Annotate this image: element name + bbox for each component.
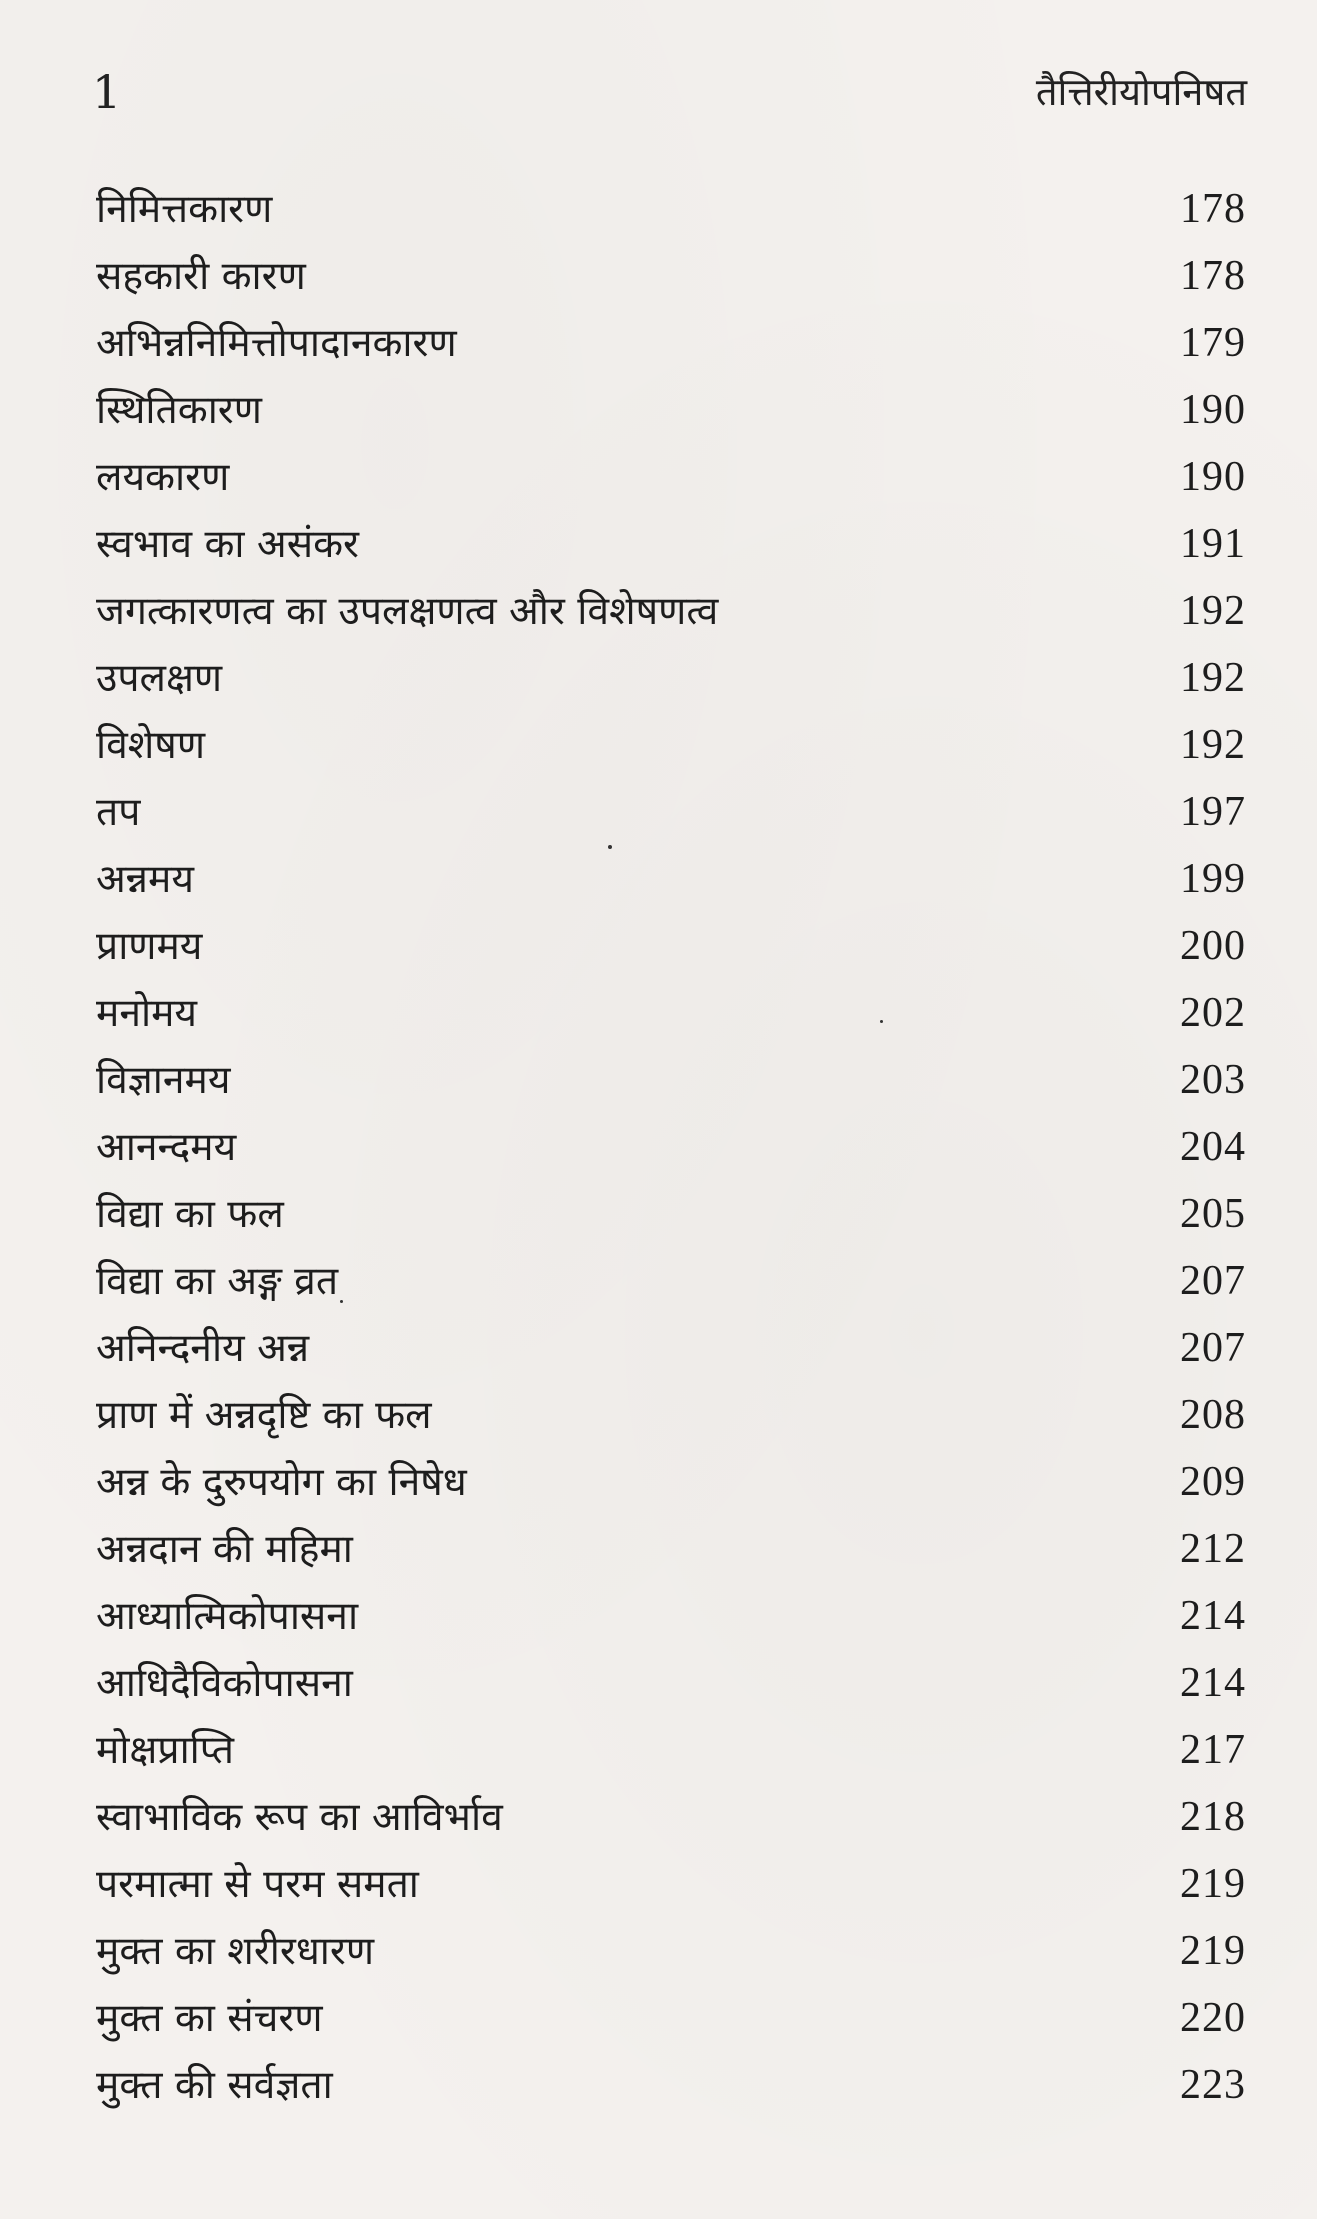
toc-entry-title: उपलक्षण bbox=[96, 656, 223, 701]
toc-entry bbox=[96, 1114, 1246, 1181]
toc-entry bbox=[96, 1248, 1246, 1315]
toc-entry bbox=[96, 578, 1246, 645]
toc-entry-page: 178 bbox=[1180, 253, 1246, 299]
toc-entry-title: स्वाभाविक रूप का आविर्भाव bbox=[96, 1795, 503, 1840]
toc-entry-page: 209 bbox=[1180, 1459, 1246, 1505]
toc-entry bbox=[96, 1851, 1246, 1918]
toc-entry-page: 190 bbox=[1180, 387, 1246, 433]
toc-entry-title: आनन्दमय bbox=[96, 1125, 237, 1170]
paper-speck bbox=[608, 845, 612, 849]
toc-entry-page: 220 bbox=[1180, 1995, 1246, 2041]
toc-entry-title: मनोमय bbox=[96, 991, 198, 1036]
toc-entry bbox=[96, 1985, 1246, 2052]
toc-entry-page: 192 bbox=[1180, 722, 1246, 768]
toc-entry-title: निमित्तकारण bbox=[96, 187, 273, 232]
toc-entry-page: 207 bbox=[1180, 1325, 1246, 1371]
toc-entry bbox=[96, 176, 1246, 243]
toc-entry-page: 203 bbox=[1180, 1057, 1246, 1103]
running-title: तैत्तिरीयोपनिषत bbox=[1035, 70, 1247, 114]
toc-entry-title: परमात्मा से परम समता bbox=[96, 1862, 419, 1907]
toc-entry bbox=[96, 1382, 1246, 1449]
toc-entry bbox=[96, 712, 1246, 779]
toc-entry-title: आध्यात्मिकोपासना bbox=[96, 1594, 359, 1639]
toc-entry-page: 178 bbox=[1180, 186, 1246, 232]
toc-entry-title: अभिन्ननिमित्तोपादानकारण bbox=[96, 321, 457, 366]
toc-entry bbox=[96, 2052, 1246, 2119]
toc-entry-page: 199 bbox=[1180, 856, 1246, 902]
toc-entry-title: अन्नदान की महिमा bbox=[96, 1527, 353, 1572]
toc-entry-title: विशेषण bbox=[96, 723, 206, 768]
toc-entry-title: तप bbox=[96, 790, 141, 835]
toc-entry bbox=[96, 1047, 1246, 1114]
toc-entry bbox=[96, 377, 1246, 444]
table-of-contents bbox=[96, 176, 1246, 2119]
toc-entry-page: 219 bbox=[1180, 1928, 1246, 1974]
toc-entry bbox=[96, 310, 1246, 377]
toc-entry bbox=[96, 1181, 1246, 1248]
toc-entry-title: मुक्त का शरीरधारण bbox=[96, 1929, 375, 1974]
toc-entry-page: 223 bbox=[1180, 2062, 1246, 2108]
toc-entry-page: 208 bbox=[1180, 1392, 1246, 1438]
toc-entry bbox=[96, 1516, 1246, 1583]
toc-entry bbox=[96, 1583, 1246, 1650]
paper-speck bbox=[880, 1020, 883, 1023]
toc-entry bbox=[96, 1449, 1246, 1516]
toc-entry bbox=[96, 243, 1246, 310]
toc-entry-title: लयकारण bbox=[96, 455, 230, 500]
toc-entry-title: मुक्त का संचरण bbox=[96, 1996, 323, 2041]
toc-entry-page: 190 bbox=[1180, 454, 1246, 500]
toc-entry-title: प्राण में अन्नदृष्टि का फल bbox=[96, 1393, 432, 1438]
toc-entry-page: 219 bbox=[1180, 1861, 1246, 1907]
toc-entry bbox=[96, 1918, 1246, 1985]
toc-entry-page: 205 bbox=[1180, 1191, 1246, 1237]
toc-entry-page: 214 bbox=[1180, 1593, 1246, 1639]
toc-entry-page: 179 bbox=[1180, 320, 1246, 366]
toc-entry bbox=[96, 1650, 1246, 1717]
toc-entry bbox=[96, 511, 1246, 578]
toc-entry-title: स्थितिकारण bbox=[96, 388, 262, 433]
toc-entry-page: 207 bbox=[1180, 1258, 1246, 1304]
toc-entry-page: 212 bbox=[1180, 1526, 1246, 1572]
toc-entry-title: विद्या का अङ्ग व्रत bbox=[96, 1259, 339, 1304]
toc-entry bbox=[96, 779, 1246, 846]
toc-entry-title: प्राणमय bbox=[96, 924, 203, 969]
toc-entry bbox=[96, 846, 1246, 913]
toc-entry-title: मुक्त की सर्वज्ञता bbox=[96, 2063, 333, 2108]
toc-entry bbox=[96, 913, 1246, 980]
toc-entry bbox=[96, 1717, 1246, 1784]
toc-entry-page: 204 bbox=[1180, 1124, 1246, 1170]
toc-entry-title: अन्नमय bbox=[96, 857, 194, 902]
paper-speck bbox=[340, 1300, 343, 1303]
toc-entry-page: 192 bbox=[1180, 588, 1246, 634]
toc-entry-page: 191 bbox=[1180, 521, 1246, 567]
toc-entry-title: स्वभाव का असंकर bbox=[96, 522, 359, 567]
toc-entry-title: जगत्कारणत्व का उपलक्षणत्व और विशेषणत्व bbox=[96, 589, 719, 634]
toc-entry-title: अन्न के दुरुपयोग का निषेध bbox=[96, 1460, 467, 1505]
toc-entry-page: 192 bbox=[1180, 655, 1246, 701]
toc-entry-page: 197 bbox=[1180, 789, 1246, 835]
toc-entry-page: 218 bbox=[1180, 1794, 1246, 1840]
toc-entry-title: अनिन्दनीय अन्न bbox=[96, 1326, 310, 1371]
toc-entry bbox=[96, 1784, 1246, 1851]
toc-entry-page: 200 bbox=[1180, 923, 1246, 969]
toc-entry-page: 202 bbox=[1180, 990, 1246, 1036]
toc-entry bbox=[96, 980, 1246, 1047]
toc-entry bbox=[96, 1315, 1246, 1382]
toc-entry-title: आधिदैविकोपासना bbox=[96, 1661, 353, 1706]
toc-entry-page: 214 bbox=[1180, 1660, 1246, 1706]
page-number: 1 bbox=[92, 65, 122, 119]
toc-entry-title: मोक्षप्राप्ति bbox=[96, 1728, 235, 1773]
toc-entry bbox=[96, 444, 1246, 511]
toc-entry bbox=[96, 645, 1246, 712]
toc-entry-page: 217 bbox=[1180, 1727, 1246, 1773]
page-header bbox=[92, 62, 1247, 122]
toc-entry-title: विज्ञानमय bbox=[96, 1058, 231, 1103]
toc-entry-title: विद्या का फल bbox=[96, 1192, 284, 1237]
toc-entry-title: सहकारी कारण bbox=[96, 254, 306, 299]
